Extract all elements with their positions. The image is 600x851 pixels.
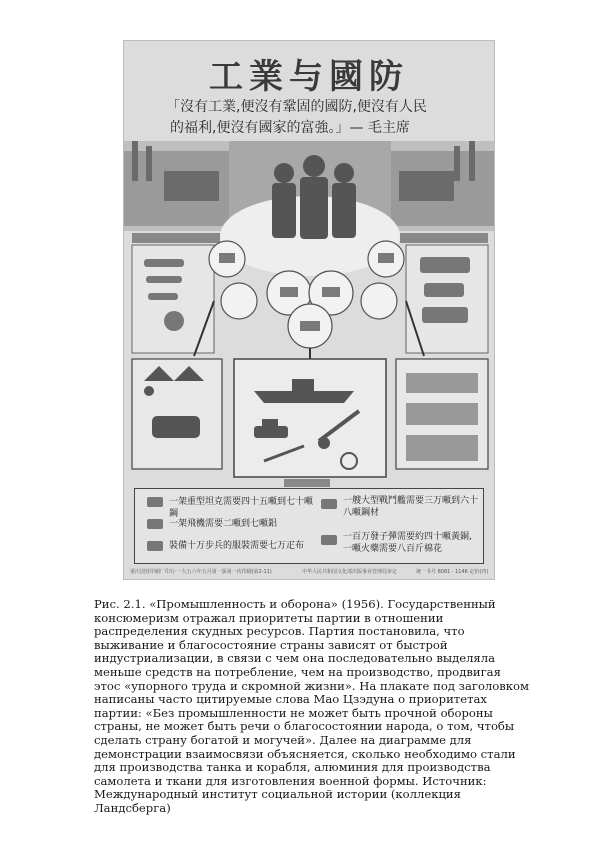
legend-item: 一架飛機需要二噸到七噸鋁 [169,519,278,529]
legend-item: 一架重型坦克需要四十五噸到七十噸鋼 [169,497,314,519]
caption-line: написаны часто цитируемые слова Мао Цзэдуна о приоритетах [94,692,487,707]
bullets-icon [321,535,337,545]
caption-line: сделать страну богатой и могучей». Далее на диаграмме для [94,732,472,747]
figure-caption [94,597,530,816]
caption-line: распределения скудных ресурсов. Партия постановила, что [94,624,465,639]
caption-line: этос «упорного труда и скромной жизни». На плакате под заголовком [94,678,530,693]
caption-line: выживание и благосостояние страны зависят от быстрой [94,637,448,652]
caption-line: Рис. 2.1. «Промышленность и оборона» (1956). Государственный [94,597,496,611]
caption-line: меньше средств на потребление, чем на производство, продвигая [94,664,501,679]
poster-imprint-left: 重庆国营印刷厂印行·一九五六年五月第一版第一次印刷(第2-11) [130,569,272,575]
caption-line: страны, не может быть речи о благосостоянии народа, о том, чтобы [94,719,515,734]
poster-illustration [124,141,495,526]
tank-icon [147,497,163,507]
caption-line: демонстрации взаимосвязи объясняется, сколько необходимо стали [94,746,516,761]
poster-title: 工業与國防 [209,57,409,97]
caption-line: Международный институт социальной истории (коллекция [94,787,461,802]
poster-legend [134,488,484,564]
poster-quote [166,97,466,139]
legend-item: 一艘大型戰鬥艦需要三万噸到六十八噸鋼材 [343,496,479,518]
caption-line: индустриализации, в связи с чем она последовательно выделяла [94,651,496,666]
caption-line: партии: «Без промышленности не может быть прочной обороны [94,705,493,720]
caption-line: самолета и ткани для изготовления военной формы. Источник: [94,773,487,788]
warship-icon [321,499,337,509]
caption-line: консюмеризм отражал приоритеты партии в отношении [94,610,444,625]
caption-line: для производства танка и корабля, алюминия для производства [94,760,491,775]
poster-quote-line: 的福利,便沒有國家的富強。」— 毛主席 [170,120,410,136]
poster-quote-line: 「沒有工業,便沒有鞏固的國防,便沒有人民 [166,99,427,115]
legend-item: 裝備十万步兵的服裝需要七万疋布 [169,541,305,551]
poster-imprint-right: 统一书号 8081 · 1146 定价(四) [416,569,489,575]
caption-line: Ландсберга) [94,800,171,815]
legend-item: 一百万發子彈需要約四十噸黃銅,一噸火藥需要八百斤棉花 [343,532,472,554]
poster-imprint-middle: 中华人民共和国文化部出版事业管理局审定 [302,569,398,575]
airplane-icon [147,519,163,529]
propaganda-poster [123,40,495,580]
cloth-icon [147,541,163,551]
